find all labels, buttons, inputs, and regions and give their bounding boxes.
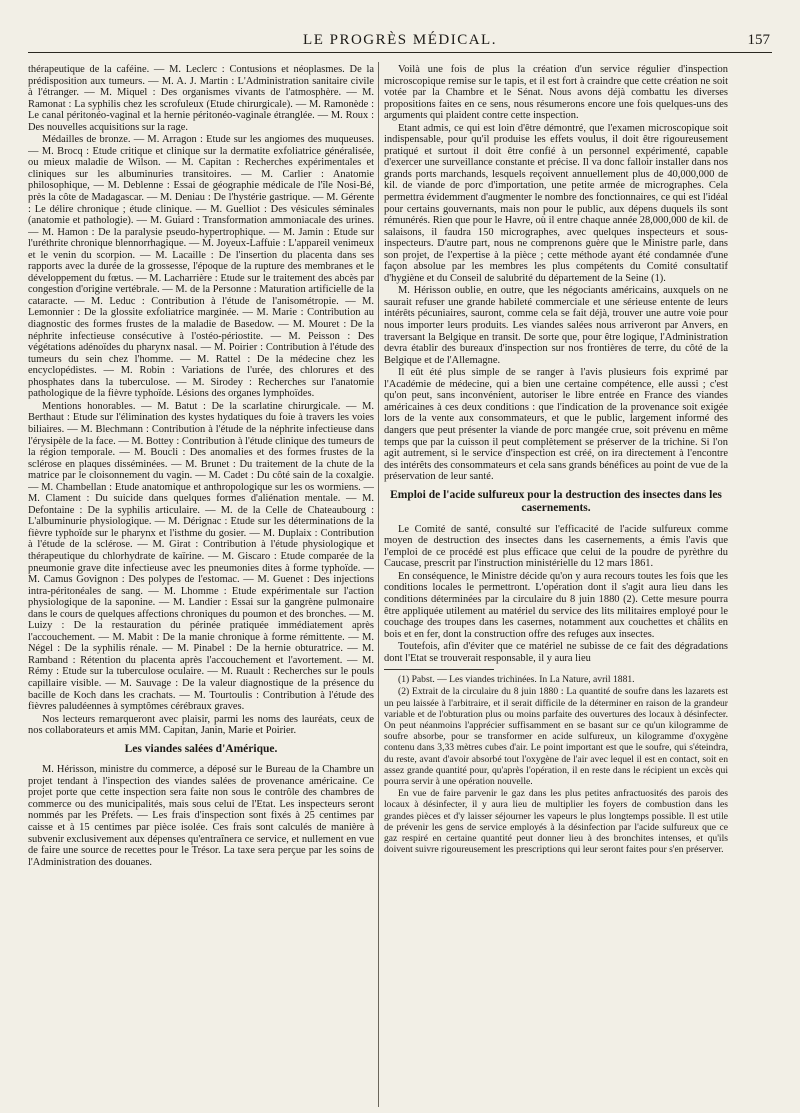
- footnote-1: (1) Pabst. — Les viandes trichinées. In La Nature, avril 1881.: [398, 674, 635, 686]
- right-column: [384, 64, 728, 1104]
- journal-title: LE PROGRÈS MÉDICAL.: [303, 32, 497, 48]
- readers-note: Nos lecteurs remarqueront avec plaisir, parmi les noms des lauréats, ceux de nos collaborateurs et amis MM. Capitan, Janin, Marie et Poirier.: [28, 713, 374, 737]
- section-heading-viandes: Les viandes salées d'Amérique.: [124, 742, 278, 755]
- honorable-mentions-paragraph: Mentions honorables. — M. Batut : De la scarlatine chirurgicale. — M. Berthaut : Etude sur l'élimination des kystes hydatiques du foie à travers les voies biliaires. — M. Blechmann : Contribution à l'étude de la néphrite infectieuse dans l'érysipèle de la face. — M. Bottey : Contribution à l'étude clinique des tumeurs de la région temporale. — M. Boucli : Des anomalies et des formes frustes de la sclérose en plaques disséminées. — M. Brunet : Du traitement de la chute de la matrice par le cloisonnement du vagin. — M. Cadet : Du côté sain de la coxalgie. — M. Chambellan : Etude anatomique et anthropologique sur les os wormiens. — M. Clament : Du suicide dans quelques formes d'aliénation mentale. — M. Defontaine : De la syphilis articulaire. — M. de la Celle de Chateaubourg : L'albuminurie physiologique. — M. Dérignac : Etude sur les déterminations de la fièvre typhoïde sur le pharynx et l'isthme du gosier. — M. Duplaix : Contribution à l'étude de la sclérose. — M. Girat : Contribution à l'étude physiologique et thérapeutique du chlorhydrate de kaïrine. — M. Giscaro : Etude comparée de la pneumonie grave dite infectieuse avec les pneumonies dites à forme typhoïde. — M. Camus Govignon : Des polypes de l'estomac. — M. Guenet : Des injections intra-péritonéales de sang. — M. Lhomme : Etude expérimentale sur l'action physiologique de la saponine. — M. Landier : Essai sur la gangrène pulmonaire dans le cours de quelques affections chroniques du poumon et des bronches. — M. Luizy : De la restauration du périnée pratiquée immédiatement après l'accouchement. — M. Mabit : De la manie chronique à forme rémittente. — M. Négel : De la syphilis rénale. — M. Pinabel : De la hernie obturatrice. — M. Ramband : Rétention du placenta après l'accouchement et l'avortement. — M. Rémy : Etude sur la tuberculose oculaire. — M. Ruault : Recherches sur le pouls capillaire visible. — M. Sauvage : De la valeur diagnostique de la présence du bacille de Koch dans les crachats. — M. Tourtoulis : Contribution à l'étude des fièvres paludéennes à symptômes cérébraux graves.: [28, 400, 374, 713]
- acide-paragraph-2: En conséquence, le Ministre décide qu'on y aura recours toutes les fois que les conditions locales le permettront. L'opération dont il s'agit aura lieu dans les conditions déterminées par la circulaire du 8 juin 1880 (2). Cette mesure pourra être appliquée utilement au matériel du service des lits militaires employé pour le couchage des troupes dans les casernes, notamment aux couchettes et châlits en bois et en fer, dont la construction offre des refuges aux insectes.: [384, 570, 728, 640]
- acide-paragraph-1: Le Comité de santé, consulté sur l'efficacité de l'acide sulfureux comme moyen de destruction des insectes dans les casernements, a émis l'avis que l'emploi de ce procédé est plus efficace que celui de la poudre de pyrèthre du Caucase, prescrit par l'instruction ministérielle du 12 mars 1861.: [384, 523, 728, 570]
- section-heading-acide: Emploi de l'acide sulfureux pour la destruction des insectes dans les casernements.: [390, 488, 722, 515]
- inspection-paragraph-3: M. Hérisson oublie, en outre, que les négociants américains, auxquels on ne saurait refuser une grande habileté commerciale et une sérieuse entente de leurs intérêts pécuniaires, sauront, comme cela se fait déjà, trouver une autre voie pour nous importer leurs produits. Les viandes salées nous arriveront par Anvers, en traversant la Belgique en transit. De sorte que, pour être logique, l'Administration devra établir des bureaux d'inspection sur nos frontières de terre, du côté de la Belgique et de l'Allemagne.: [384, 285, 728, 366]
- page-header: [28, 30, 772, 53]
- inspection-paragraph-4: Il eût été plus simple de se ranger à l'avis plusieurs fois exprimé par l'Académie de médecine, qui a bien une certaine compétence, elle aussi ; c'est qu'on peut, sans inconvénient, autoriser le libre entrée en France des viandes américaines à ces deux conditions : que l'indication de la provenance soit exigée lors de la vente aux consommateurs, et que le public, largement informé des dangers que peut présenter la viande de porc mangée crue, soit prévenu en même temps que par la cuisson il peut complètement se préserver de la trichine. Si l'on agit autrement, si le service d'inspection est créé, on ira directement à l'encontre des intérêts des consommateurs et cela sans grands bénéfices au point de vue de la préservation de leur santé.: [384, 367, 728, 483]
- theses-list: thérapeutique de la caféine. — M. Leclerc : Contusions et néoplasmes. De la prédisposition aux tumeurs. — M. A. J. Martin : L'Administration sanitaire civile à l'étranger. — M. Miquel : Des organismes vivants de l'atmosphère. — M. Ramonat : La syphilis chez les scrofuleux (Etude chirurgicale). — M. Ramonède : Le canal péritonéo-vaginal et la hernie péritonéo-vaginale étranglée. — M. Roux : Des nouvelles acquisitions sur la rage.: [28, 64, 374, 133]
- inspection-paragraph-2: Etant admis, ce qui est loin d'être démontré, que l'examen microscopique soit indispensable, pour qu'il produise les effets voulus, il doit être rigoureusement pratiqué et surtout il doit être confié à un personnel expérimenté, capable d'exercer une surveillance constante et précise. Il va donc falloir installer dans nos grands ports marchands, lesquels reçoivent annuellement plus de 40,000,000 de kil. de viande de porc d'importation, une petite armée de micrographes. Cela permettra évidemment d'augmenter le nombre des fonctionnaires, ce qui est l'idéal pour certains gouvernants, mais non pour le public, aux dépens duquels ils sont rémunérés. Rien que pour le Havre, où il entre chaque année 28,000,000 de kil. de salaisons, il faudra 150 micrographes, avec quelques inspecteurs et sous-inspecteurs. D'autre part, nous ne comprenons guère que le Ministre parle, dans son projet, de l'expertise à la pièce ; cette méthode ayant été condamnée d'une façon absolue par les membres les plus compétents du Comité consultatif d'hygiène et du Conseil de salubrité du département de la Seine (1).: [384, 122, 728, 284]
- viandes-paragraph: M. Hérisson, ministre du commerce, a déposé sur le Bureau de la Chambre un projet tendant à l'inspection des viandes salées de provenance américaine. Ce projet porte que cette inspection sera faite non sous le contrôle des chambres de commerce ou des municipalités, mais sous celui de l'Etat. Les inspecteurs seront nommés par les Préfets. — Les frais d'inspection sont fixés à 25 centimes par caisse et à 15 centimes par pièce isolée. Ces frais sont calculés de manière à subvenir exclusivement aux dépenses qu'entraînera ce service, et nullement en vue de faire une source de recettes pour le Trésor. La taxe sera perçue par les soins de l'Administration des douanes.: [28, 764, 374, 868]
- footnote-rule: [384, 669, 494, 670]
- bronze-medals-paragraph: Médailles de bronze. — M. Arragon : Etude sur les angiomes des muqueuses. — M. Brocq : Etude critique et clinique sur la dermatite exfoliatrice généralisée, ou mieux maladie de Wilson. — M. Capitan : Recherches expérimentales et cliniques sur les albuminuries transitoires. — M. Carlier : Anatomie philosophique, — M. Deblenne : Essai de géographie médicale de l'île Nosi-Bé, près la côte de Madagascar. — M. Deniau : De l'hystérie gastrique. — M. Gérente : Le délire chronique ; étude clinique. — M. Guelliot : Des vésicules séminales (anatomie et pathologie). — M. Guiard : Transformation ammoniacale des urines. — M. Hamon : De la paralysie pseudo-hypertrophique. — M. Jamin : Etude sur l'uréthrite chronique blennorrhagique. — M. Joyeux-Laffuie : L'appareil venimeux et le venin du scorpion. — M. Lacaille : De l'insertion du placenta dans ses rapports avec la durée de la grossesse, l'époque de la rupture des membranes et le développement du fœtus. — M. Lacharrière : Etude sur le traitement des abcès par congestion d'origine vertébrale. — M. de la Personne : Maturation artificielle de la cataracte. — M. Leduc : Contribution à l'étude de l'anisométropie. — M. Lemonnier : De la glossite exfoliatrice marginée. — M. Marie : Contribution au diagnostic des formes frustes de la maladie de Basedow. — M. Mouret : De la néphrite infectieuse consécutive à l'ostéo-périostite. — M. Peisson : Des végétations adénoïdes du pharynx nasal. — M. Poirier : Contribution à l'étude des tumeurs du sein chez l'homme. — M. Rattel : De la médecine chez les encyclopédistes. — M. Robin : Variations de l'urée, des chlorures et des phosphates dans la tuberculose. — M. Sirodey : Recherches sur l'anatomie pathologique de la fièvre typhoïde. Lésions des organes lymphoïdes.: [28, 134, 374, 400]
- footnote-2: (2) Extrait de la circulaire du 8 juin 1880 : La quantité de soufre dans les lazarets est un peu laissée à l'arbitraire, et il serait difficile de la déterminer en raison de la grandeur variable et de l'obturation plus ou moins parfaite des ouvertures des locaux à désinfecter. On peut néanmoins l'apprécier suffisamment en se basant sur ce qu'un kilogramme de soufre absorbe, pour se transformer en acide sulfureux, un kilogramme d'oxygène contenu dans 3,33 mètres cubes d'air. Le point important est que le soufre, qui s'éteindra, du reste, avant d'avoir absorbé tout l'oxygène de l'air avec lequel il est en contact, soit en assez grande quantité pour, qu'après l'opération, il en reste dans le récipient un excès qui pourra servir à une opération nouvelle.: [384, 686, 728, 788]
- column-divider: [378, 62, 379, 1107]
- acide-paragraph-3: Toutefois, afin d'éviter que ce matériel ne subisse de ce fait des dégradations dont l'Etat se trouverait responsable, il y aura lieu: [384, 641, 728, 664]
- page-number: 157: [747, 32, 770, 48]
- inspection-paragraph-1: Voilà une fois de plus la création d'un service régulier d'inspection microscopique remise sur le tapis, et il est fort à craindre que cette création ne soit votée par la Chambre et le Sénat. Nous avons déjà combattu les diverses propositions faites en ce sens, nous résumerons encore une fois quelques-uns des arguments qui plaident contre cette inspection.: [384, 64, 728, 122]
- left-column: [28, 64, 374, 1104]
- footnote-2-continued: En vue de faire parvenir le gaz dans les plus petites anfractuosités des parois des locaux à désinfecter, il y aura lieu de multiplier les foyers de combustion dans les grandes pièces et d'y laisser séjourner les vapeurs le plus longtemps possible. Il est utile de prévenir les gens de service employés à la désinfection par l'acide sulfureux que ce gaz respiré en certaine quantité peut donner lieu à des bronchites intenses, et qu'ils doivent suivre rigoureusement les prescriptions qui leur seront faites pour s'en préserver.: [384, 788, 728, 856]
